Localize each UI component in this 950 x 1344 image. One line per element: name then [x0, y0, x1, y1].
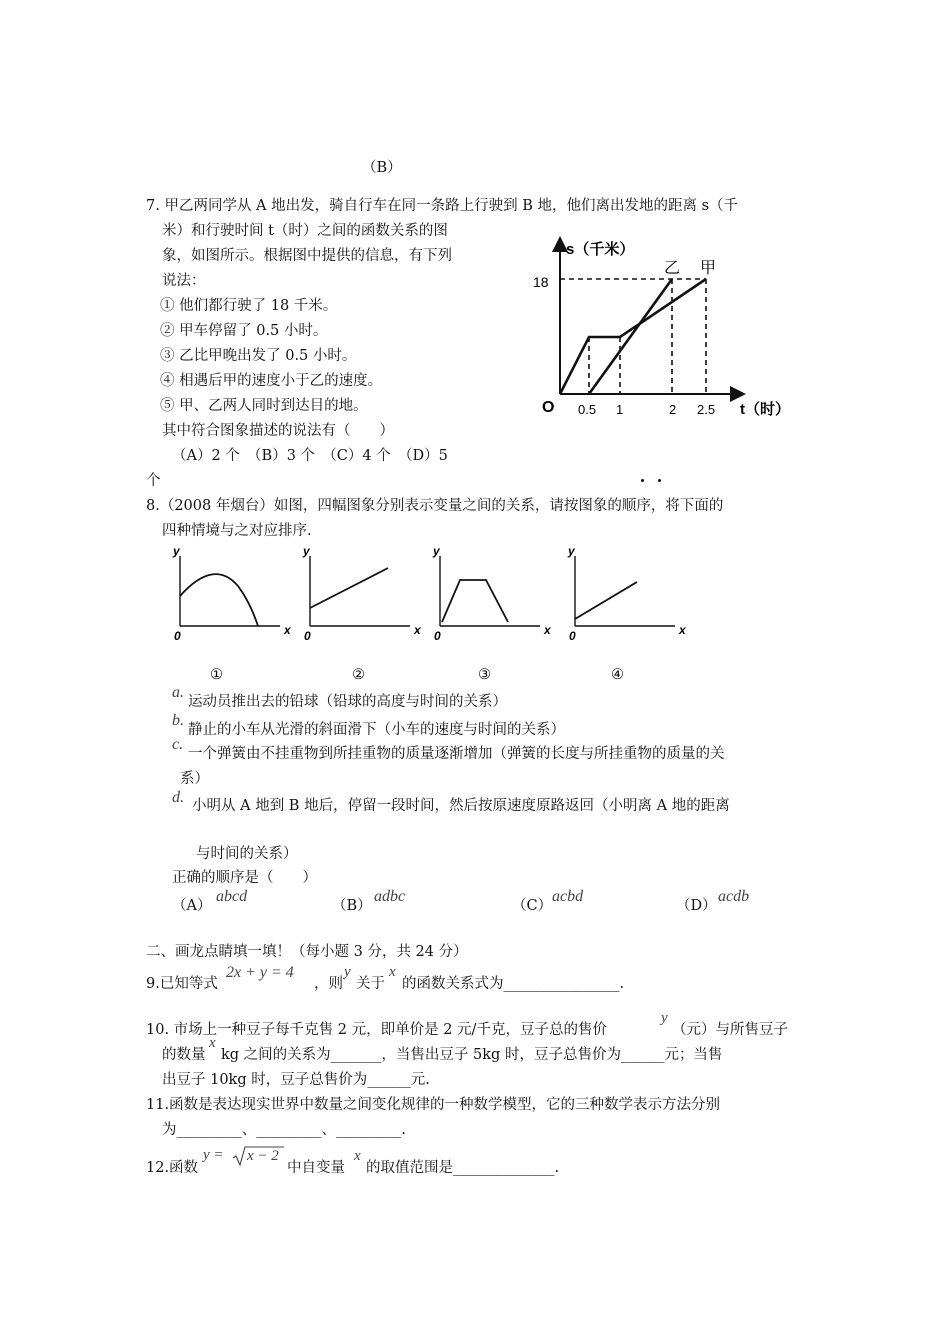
label-yi: 乙: [664, 260, 681, 277]
q7-line-1: 7. 甲乙两同学从 A 地出发，骑自行车在同一条路上行驶到 B 地，他们离出发地的距离 s（千: [146, 198, 739, 214]
q8-option-d-label: （D）: [676, 898, 717, 914]
q12-mid: 中自变量: [287, 1160, 345, 1176]
previous-answer: （B）: [362, 160, 402, 176]
emphasis-dot: [641, 479, 644, 482]
q12-var-x: x: [354, 1148, 361, 1164]
q9-prefix: 9.已知等式: [146, 976, 218, 992]
graph-1-origin: 0: [174, 629, 181, 643]
label-jia: 甲: [700, 260, 717, 277]
q12-suffix: 的取值范围是______________.: [366, 1160, 560, 1176]
q8-letter-a: a.: [172, 684, 184, 701]
q12-equation-radicand: x − 2: [247, 1148, 279, 1164]
q7-options: （A）2 个 （B）3 个 （C）4 个 （D）5: [172, 448, 448, 464]
graph-3-origin: 0: [434, 629, 441, 643]
q8-scenario-a: 运动员推出去的铅球（铅球的高度与时间的关系）: [188, 694, 507, 710]
graph-4-x-label: x: [679, 623, 686, 637]
q8-question: 正确的顺序是（ ）: [172, 870, 317, 886]
graph-1-curve: [180, 574, 258, 626]
origin-label: O: [542, 399, 555, 416]
q10-line-1: 10. 市场上一种豆子每千克售 2 元，即单价是 2 元/千克，豆子总的售价: [146, 1022, 607, 1038]
x-tick-0-5: 0.5: [578, 402, 597, 417]
graph-1-y-label: y: [173, 544, 180, 558]
q7-line-2: 米）和行驶时间 t（时）之间的函数关系的图: [162, 223, 448, 239]
q7-line-3: 象，如图所示。根据图中提供的信息，有下列: [162, 248, 452, 264]
series-jia-line: [560, 279, 706, 394]
graph-number-4: ④: [611, 667, 624, 683]
graph-3-x-label: x: [544, 623, 551, 637]
section-2-title: 二、画龙点睛填一填！（每小题 3 分，共 24 分）: [146, 944, 468, 960]
q12-prefix: 12.函数: [146, 1160, 199, 1176]
q7-statement-5: ⑤ 甲、乙两人同时到达目的地。: [160, 398, 368, 414]
q7-question: 其中符合图象描述的说法有（ ）: [162, 423, 394, 439]
q8-graph-3: [430, 544, 560, 644]
q8-graph-4: [565, 544, 695, 644]
graph-2-y-label: y: [303, 544, 310, 558]
q8-scenario-c-wrap: 系）: [180, 771, 209, 787]
x-tick-2: 2: [669, 402, 677, 417]
q8-option-b-label: （B）: [332, 898, 372, 914]
x-tick-1: 1: [616, 402, 624, 417]
graph-number-2: ②: [352, 667, 365, 683]
q8-option-a-label: （A）: [172, 898, 212, 914]
graph-3-trapezoid: [442, 580, 508, 622]
q9-equation: 2x + y = 4: [226, 964, 294, 981]
q9-mid-2: 关于: [356, 976, 385, 992]
q7-statement-2: ② 甲车停留了 0.5 小时。: [160, 323, 328, 339]
q8-line-1: 8.（2008 年烟台）如图，四幅图象分别表示变量之间的关系，请按图象的顺序，将下面的: [146, 498, 724, 514]
graph-4-origin: 0: [569, 629, 576, 643]
graph-4-line: [575, 582, 637, 619]
q8-letter-b: b.: [172, 712, 184, 729]
y-axis-label: s（千米）: [566, 241, 635, 258]
q7-distance-time-chart: [528, 232, 818, 428]
q8-option-d-value: acdb: [718, 888, 750, 905]
graph-number-1: ①: [210, 667, 223, 683]
graph-1-x-label: x: [284, 623, 291, 637]
q8-scenario-d: 小明从 A 地到 B 地后，停留一段时间，然后按原速度原路返回（小明离 A 地的距离: [192, 798, 730, 814]
graph-2-x-label: x: [414, 623, 421, 637]
graph-3-y-label: y: [433, 544, 440, 558]
x-axis-label: t（时）: [740, 401, 790, 418]
q7-line-4: 说法：: [162, 273, 206, 289]
q10-var-x: x: [209, 1035, 216, 1051]
q7-statement-4: ④ 相遇后甲的速度小于乙的速度。: [160, 373, 383, 389]
q8-option-a-value: abcd: [216, 888, 248, 905]
q9-mid-1: ，则: [314, 976, 343, 992]
q8-graph-1: [170, 544, 300, 644]
q7-statement-3: ③ 乙比甲晚出发了 0.5 小时。: [160, 348, 357, 364]
q7-options-wrap: 个: [146, 473, 161, 489]
q11-line-1: 11.函数是表达现实世界中数量之间变化规律的一种数学模型，它的三种数学表示方法分别: [146, 1097, 721, 1113]
q10-line-3: 出豆子 10kg 时，豆子总售价为______元.: [162, 1072, 430, 1088]
q10-line-2-start: 的数量: [162, 1047, 206, 1063]
q10-var-y: y: [661, 1010, 668, 1026]
q8-scenario-d-wrap: 与时间的关系）: [196, 846, 298, 862]
q8-letter-c: c.: [172, 736, 184, 753]
q8-graph-2: [300, 544, 430, 644]
y-tick-18: 18: [533, 274, 549, 290]
q9-suffix: 的函数关系式为________________.: [402, 976, 625, 992]
q8-scenario-b: 静止的小车从光滑的斜面滑下（小车的速度与时间的关系）: [188, 722, 565, 738]
graph-4-y-label: y: [568, 544, 575, 558]
q8-option-c-value: acbd: [552, 888, 584, 905]
q11-line-2: 为_________、_________、_________.: [162, 1122, 406, 1138]
graph-2-line: [310, 568, 388, 608]
q12-equation-lhs: y =: [203, 1147, 224, 1163]
graph-2-origin: 0: [304, 629, 311, 643]
q8-letter-d: d.: [172, 789, 184, 806]
graph-number-3: ③: [478, 667, 491, 683]
emphasis-dot: [658, 479, 661, 482]
x-tick-2-5: 2.5: [697, 402, 716, 417]
q8-option-c-label: （C）: [512, 898, 553, 914]
q8-option-b-value: adbc: [374, 888, 406, 905]
q10-line-2: kg 之间的关系为_______，当售出豆子 5kg 时，豆子总售价为______元；当售: [221, 1047, 723, 1063]
q9-var-x: x: [389, 964, 396, 980]
q7-statement-1: ① 他们都行驶了 18 千米。: [160, 298, 338, 314]
q10-line-1-end: （元）与所售豆子: [672, 1022, 788, 1038]
q8-line-2: 四种情境与之对应排序.: [162, 523, 312, 539]
q9-var-y: y: [344, 964, 351, 980]
q8-scenario-c: 一个弹簧由不挂重物到所挂重物的质量逐渐增加（弹簧的长度与所挂重物的质量的关: [188, 746, 725, 762]
